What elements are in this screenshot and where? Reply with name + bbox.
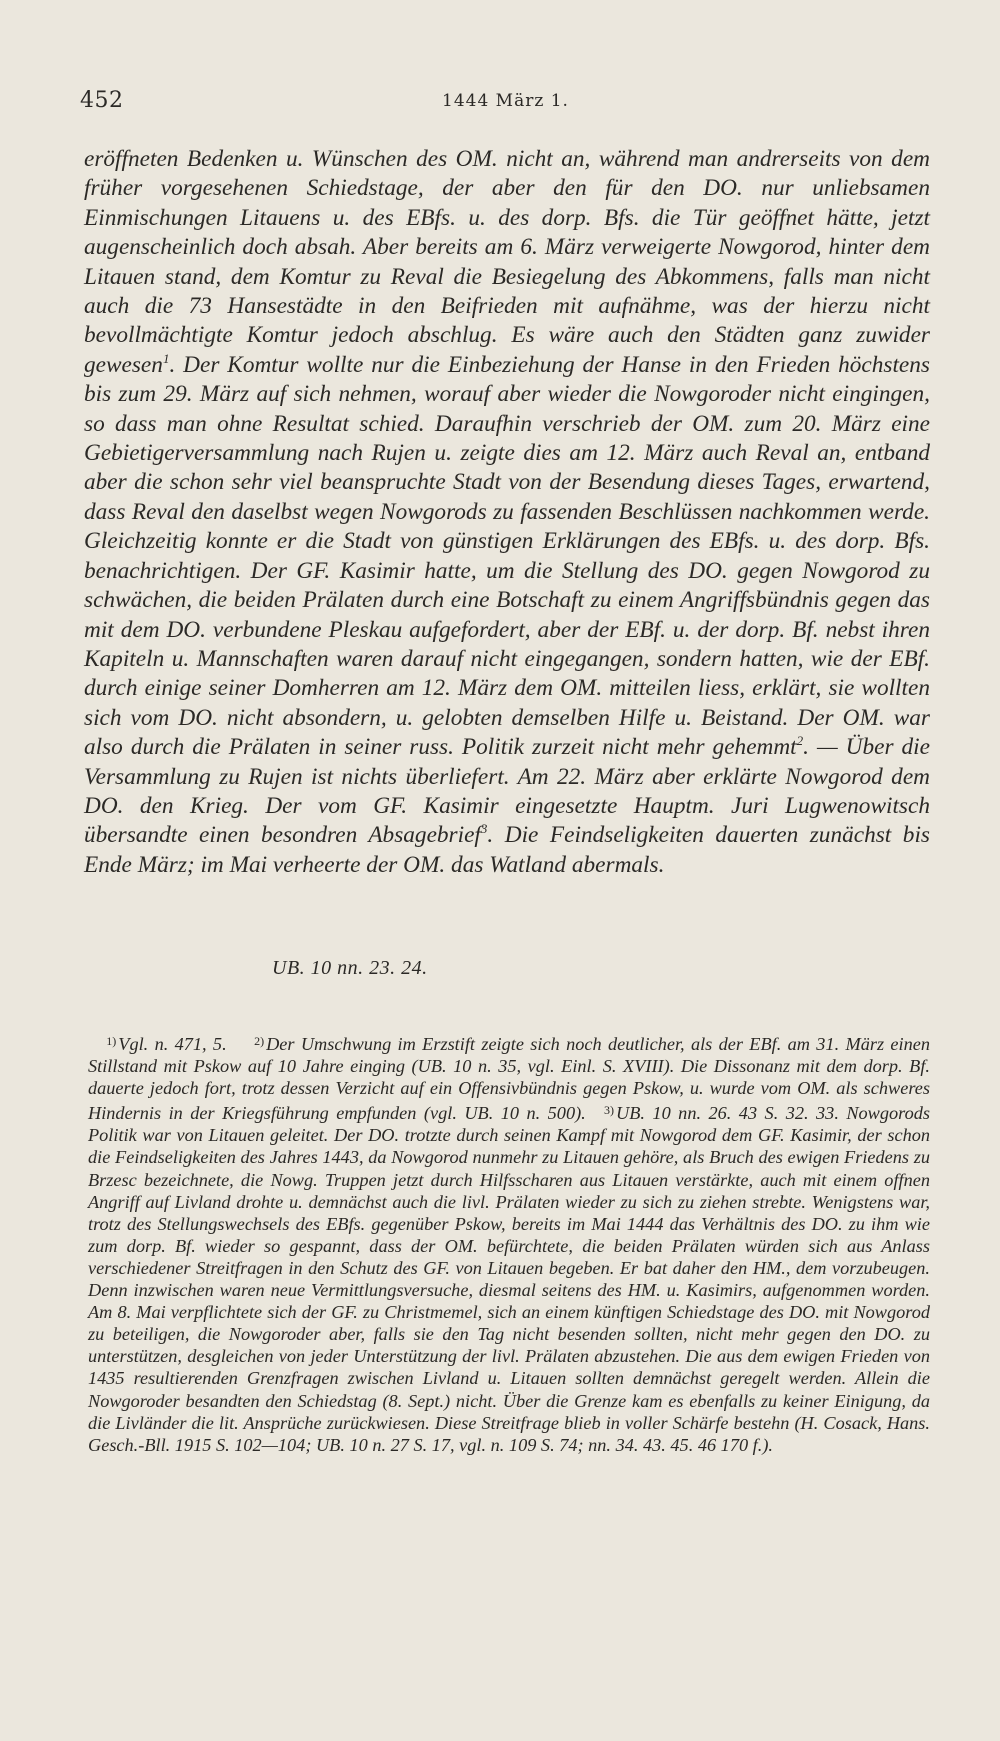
- text-segment: . Die Feindseligkeiten dauerten zunächst bis Ende März; im Mai verheerte der OM. das Watland abermals.: [84, 822, 930, 878]
- page-header: [80, 88, 930, 128]
- running-head: 1444 März 1.: [442, 91, 569, 111]
- footnote-ref-3: 3: [480, 821, 488, 837]
- main-paragraph: [84, 145, 930, 880]
- footnote-marker-3: 3): [604, 1103, 615, 1118]
- text-segment: eröffneten Bedenken u. Wünschen des OM. nicht an, während man andrerseits von dem früher vorgesehenen Schiedstage, der aber den für den DO. nur unliebsamen Einmischungen Litauens u. des EBfs. u. des dorp. Bfs. die Tür geöffnet hätte, jetzt augenscheinlich doch absah. Aber bereits am 6. März verweigerte Nowgorod, hinter dem Litauen stand, dem Komtur zu Reval die Besiegelung des Abkommens, falls man nicht auch die 73 Hansestädte in den Beifrieden mit aufnähme, was der hierzu nicht bevollmächtigte Komtur jedoch abschlug. Es wäre auch den Städten ganz zuwider gewesen: [84, 146, 930, 378]
- text-segment: . — Über die Versammlung zu Rujen ist nichts überliefert. Am 22. März aber erklärte Nowgorod dem DO. den Krieg. Der vom GF. Kasimir eingesetzte Hauptm. Juri Lugwenowitsch übersandte einen besondren Absagebrief: [84, 734, 930, 849]
- text-segment: . Der Komtur wollte nur die Einbeziehung der Hanse in den Frieden höchstens bis zum 29. März auf sich nehmen, worauf aber wieder die Nowgoroder nicht eingingen, so dass man ohne Resultat schied. Daraufhin verschrieb der OM. zum 20. März eine Gebietigerversammlung nach Rujen u. zeigte dies am 12. März auch Reval an, entband aber die schon sehr viel beanspruchte Stadt von der Besendung dieses Tages, erwartend, dass Reval den daselbst wegen Nowgorods zu fassenden Beschlüssen nachkommen werde. Gleichzeitig konnte er die Stadt von günstigen Erklärungen des EBfs. u. des dorp. Bfs. benachrichtigen. Der GF. Kasimir hatte, um die Stellung des DO. gegen Nowgorod zu schwächen, die beiden Prälaten durch eine Botschaft zu einem Angriffsbündnis gegen das mit dem DO. verbundene Pleskau aufgefordert, aber der EBf. u. der dorp. Bf. nebst ihren Kapiteln u. Mannschaften waren darauf nicht eingegangen, sondern hatten, wie der EBf. durch einige seiner Domherren am 12. März dem OM. mitteilen liess, erklärt, sie wollten sich vom DO. nicht absondern, u. gelobten demselben Hilfe u. Beistand. Der OM. war also durch die Prälaten in seiner russ. Politik zurzeit nicht mehr gehemmt: [84, 351, 930, 761]
- footnote-ref-1: 1: [162, 351, 170, 367]
- source-citation: UB. 10 nn. 23. 24.: [272, 957, 428, 979]
- footnote-marker-1: 1): [106, 1034, 117, 1048]
- footnote-2: Der Umschwung im Erzstift zeigte sich noch deutlicher, als der EBf. am 31. März einen Stillstand mit Pskow auf 10 Jahre einging (UB. 10 n. 35, vgl. Einl. S. XVIII). Die Dissonanz mit dem dorp. Bf. dauerte jedoch fort, trotz dessen Verzicht auf ein Offensivbündnis gegen Pskow, u. wurde vom OM. als schweres Hindernis in der Kriegsführung empfunden (vgl. UB. 10 n. 500).: [88, 1034, 930, 1124]
- footnote-ref-2: 2: [796, 733, 804, 749]
- footnote-1: Vgl. n. 471, 5.: [118, 1034, 227, 1054]
- page-number: 452: [80, 88, 124, 113]
- footnote-3: UB. 10 nn. 26. 43 S. 32. 33. Nowgorods Politik war von Litauen geleitet. Der DO. trotzte durch seinen Kampf mit Nowgorod dem GF. Kasimir, der schon die Feindseligkeiten des Jahres 1443, da Nowgorod nunmehr zu Litauen gehöre, als Bruch des ewigen Friedens zu Brzesc bezeichnete, die Nowg. Truppen jetzt durch Hilfsscharen aus Litauen verstärkte, auch mit einem offnen Angriff auf Livland drohte u. demnächst auch die livl. Prälaten wieder zu sich zu ziehen strebte. Wenigstens war, trotz des Stellungswechsels des EBfs. gegenüber Pskow, bereits im Mai 1444 das Verhältnis des DO. zu ihm wie zum dorp. Bf. wieder so gespannt, dass der OM. befürchtete, die beiden Prälaten würden sich aus Anlass verschiedener Streitfragen in den Schutz des GF. von Litauen begeben. Er bat daher den HM., dem vorzubeugen. Denn inzwischen waren neue Vermittlungsversuche, diesmal seitens des HM. u. Kasimirs, aufgenommen worden. Am 8. Mai verpflichtete sich der GF. zu Christmemel, sich an einem künftigen Schiedstage des DO. mit Nowgorod zu beteiligen, die Nowgoroder aber, falls sie den Tag nicht besenden sollten, nicht mehr gegen den DO. zu unterstützen, desgleichen von jeder Unterstützung der livl. Prälaten abzustehen. Die aus dem ewigen Frieden von 1435 resultierenden Grenzfragen zwischen Livland u. Litauen sollten demnächst geregelt werden. Allein die Nowgoroder besandten den Schiedstag (8. Sept.) nicht. Über die Grenze kam es ebenfalls zu keiner Einigung, da die Livländer die lit. Ansprüche zurückwiesen. Diese Streitfrage blieb in voller Schärfe bestehn (H. Cosack, Hans. Gesch.-Bll. 1915 S. 102—104; UB. 10 n. 27 S. 17, vgl. n. 109 S. 74; nn. 34. 43. 45. 46 170 f.).: [88, 1103, 930, 1455]
- footnotes: [88, 1030, 930, 1456]
- footnote-marker-2: 2): [254, 1034, 265, 1048]
